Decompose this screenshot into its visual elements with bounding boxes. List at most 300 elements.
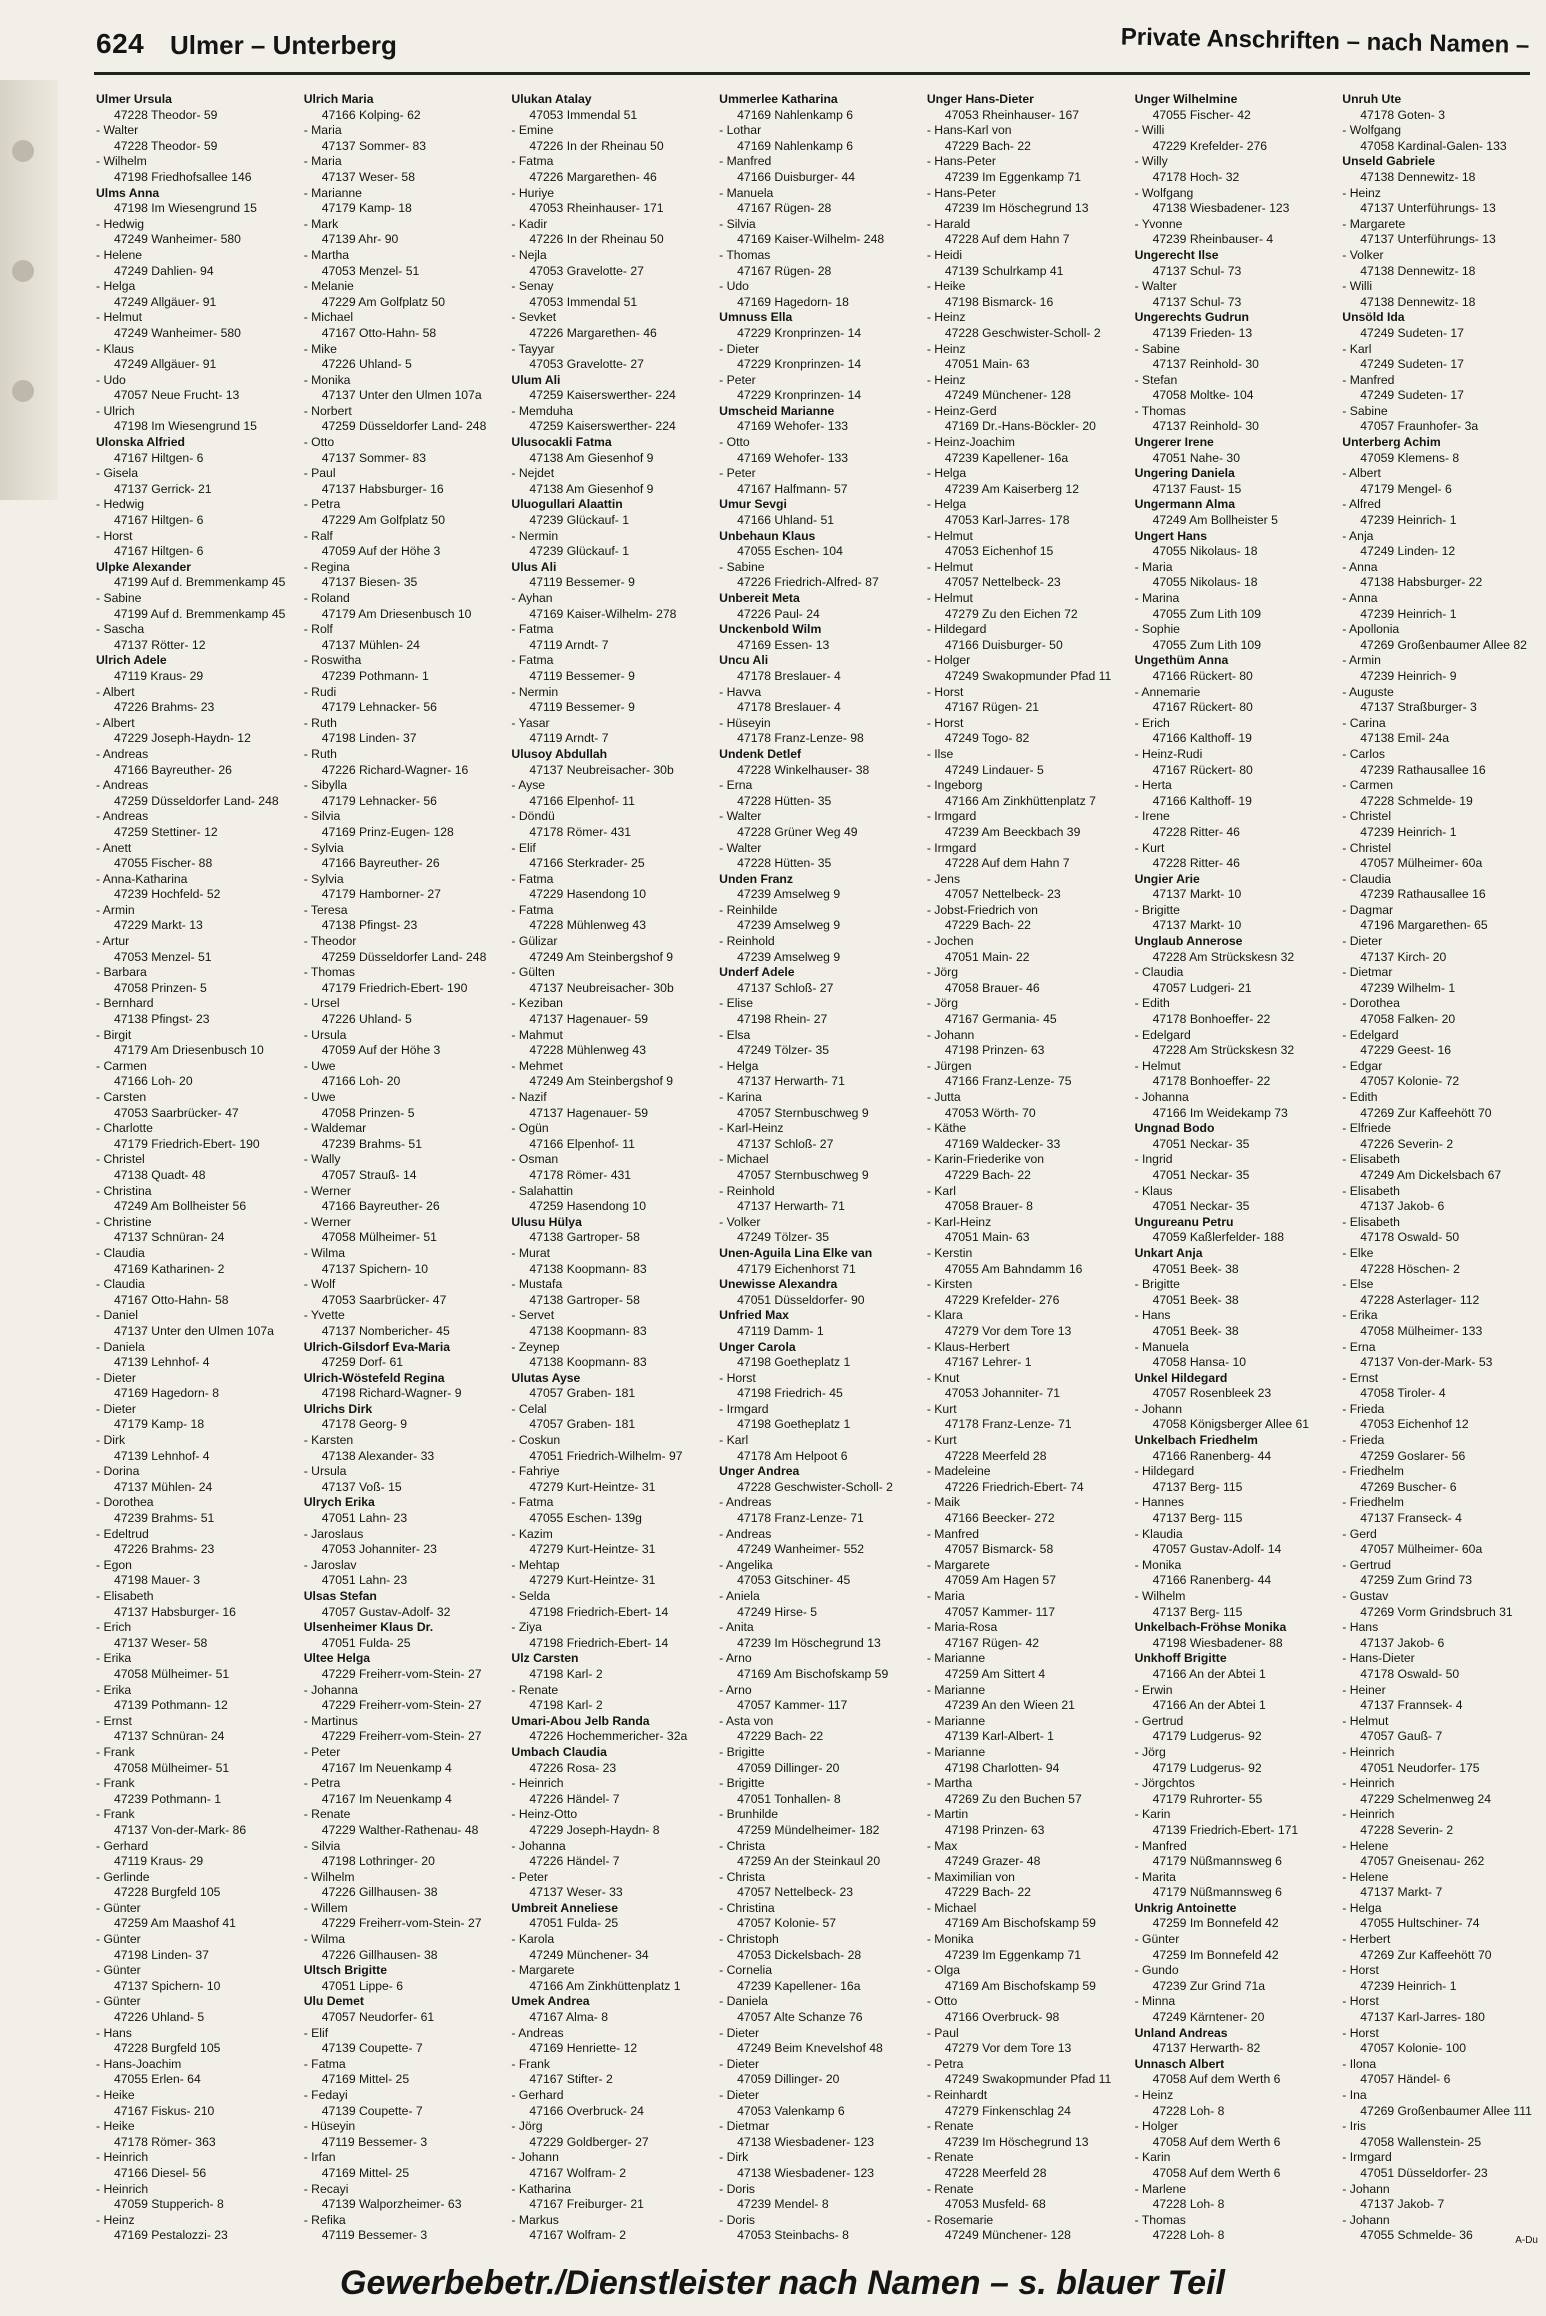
entry-name: Unkart Anja — [1134, 1245, 1203, 1260]
entry-name: - Thomas — [719, 247, 771, 262]
directory-entry — [96, 2213, 290, 2240]
entry-name: - Mustafa — [511, 1277, 563, 1292]
entry-address: 47057 Strauß- 14 — [321, 1167, 417, 1182]
entry-name: - Michael — [926, 1900, 977, 1915]
entry-name: - Erich — [96, 1620, 132, 1635]
entry-address: 47053 Saarbrücker- 47 — [114, 1105, 239, 1120]
entry-address: 47059 Stupperich- 8 — [114, 2197, 224, 2212]
entry-address: 47059 Am Hagen 57 — [944, 1573, 1056, 1588]
entry-address: 47058 Tiroler- 4 — [1360, 1386, 1446, 1401]
directory-entry — [96, 2026, 290, 2057]
directory-entry — [511, 1121, 705, 1152]
entry-address: 47059 Auf der Höhe 3 — [321, 544, 441, 559]
directory-entry — [511, 841, 705, 872]
entry-name: - Helene — [96, 247, 143, 262]
entry-name: Ulrichs Dirk — [303, 1401, 373, 1416]
entry-address: 47057 Kammer- 117 — [737, 1698, 848, 1713]
entry-name: Unkelbach Friedhelm — [1134, 1433, 1258, 1448]
entry-name: - Johann — [1342, 2181, 1390, 2196]
entry-name: - Holger — [1134, 2119, 1178, 2134]
directory-entry — [927, 310, 1121, 341]
entry-address: 47239 Rheinbauser- 4 — [1152, 232, 1274, 247]
entry-address: 47137 Nombericher- 45 — [321, 1323, 450, 1338]
directory-entry — [304, 1495, 498, 1526]
entry-name: - Jaroslav — [303, 1557, 357, 1572]
entry-address: 47239 Rathausallee 16 — [1360, 762, 1486, 777]
entry-name: - Gerhard — [511, 2088, 564, 2102]
directory-entry — [1342, 2088, 1536, 2119]
entry-address: 47179 Nüßmannsweg 6 — [1152, 1854, 1282, 1869]
entry-address: 47053 Menzel- 51 — [321, 263, 420, 278]
directory-entry — [1135, 1090, 1329, 1121]
directory-entry — [304, 747, 498, 778]
directory-entry — [927, 653, 1121, 684]
directory-entry — [927, 2182, 1121, 2213]
directory-entry — [304, 1527, 498, 1558]
entry-name: - Sabine — [96, 591, 142, 605]
entry-name: - Horst — [1342, 1994, 1379, 2009]
directory-entry — [1135, 1121, 1329, 1152]
directory-entry — [719, 123, 913, 154]
directory-entry — [304, 1839, 498, 1870]
directory-entry — [96, 2150, 290, 2181]
directory-entry — [1342, 310, 1536, 341]
entry-name: - Christel — [1342, 809, 1392, 824]
entry-address: 47138 Wiesbadener- 123 — [737, 2165, 875, 2180]
directory-entry — [511, 497, 705, 528]
entry-address: 47249 Münchener- 128 — [944, 388, 1071, 403]
entry-name: - Heinz-Gerd — [926, 403, 997, 418]
entry-address: 47055 Nikolaus- 18 — [1152, 575, 1258, 590]
entry-name: - Dirk — [719, 2150, 749, 2165]
entry-name: - Helmut — [1342, 1713, 1389, 1728]
entry-name: - Erich — [1134, 715, 1170, 730]
entry-name: - Mehmet — [511, 1058, 563, 1073]
entry-name: - Kurt — [926, 1433, 957, 1448]
directory-entry — [511, 1651, 705, 1682]
directory-entry — [719, 1620, 913, 1651]
directory-entry — [1342, 1464, 1536, 1495]
entry-address: 47179 Mengel- 6 — [1360, 481, 1452, 496]
entry-address: 47166 Bayreuther- 26 — [114, 762, 232, 777]
entry-name: - Martha — [926, 1776, 973, 1791]
entry-address: 47057 Gustav-Adolf- 32 — [321, 1604, 451, 1619]
entry-name: - Ruth — [303, 715, 337, 730]
entry-name: - Karin — [1134, 2150, 1171, 2165]
entry-address: 47198 Linden- 37 — [114, 1947, 209, 1962]
directory-entry — [96, 1589, 290, 1620]
directory-entry — [304, 2026, 498, 2057]
entry-address: 47138 Habsburger- 22 — [1360, 575, 1483, 590]
entry-address: 47259 Dorf- 61 — [321, 1355, 404, 1370]
entry-address: 47198 Im Wiesengrund 15 — [114, 419, 257, 434]
directory-entry — [719, 1028, 913, 1059]
entry-address: 47053 Rheinhauser- 171 — [529, 201, 664, 216]
entry-name: - Doris — [719, 2212, 756, 2227]
entry-address: 47057 Graben- 181 — [529, 1417, 636, 1432]
entry-name: - Friedhelm — [1342, 1464, 1404, 1479]
entry-name: - Thomas — [303, 965, 355, 980]
entry-name: - Sascha — [96, 622, 145, 637]
entry-address: 47169 Katharinen- 2 — [114, 1261, 225, 1276]
directory-entry — [719, 1527, 913, 1558]
entry-name: - Zeynep — [511, 1339, 560, 1354]
directory-entry — [96, 622, 290, 653]
directory-entry — [304, 1215, 498, 1246]
entry-address: 47137 Von-der-Mark- 53 — [1360, 1355, 1493, 1370]
entry-name: - Kurt — [1134, 840, 1165, 855]
entry-name: - Günter — [1134, 1932, 1180, 1947]
column-7 — [1342, 92, 1536, 2240]
entry-name: - Werner — [303, 1183, 351, 1198]
directory-entry — [927, 996, 1121, 1027]
entry-name: Umari-Abou Jelb Randa — [511, 1713, 650, 1728]
entry-address: 47051 Beek- 38 — [1152, 1323, 1239, 1338]
directory-entry — [719, 2182, 913, 2213]
entry-address: 47058 Prinzen- 5 — [321, 1105, 415, 1120]
directory-entry — [1135, 1745, 1329, 1776]
entry-address: 47055 Fischer- 88 — [114, 856, 213, 871]
entry-name: - Regina — [303, 559, 350, 574]
directory-entry — [1135, 529, 1329, 560]
directory-entry — [304, 1059, 498, 1090]
entry-address: 47198 Rhein- 27 — [737, 1012, 828, 1027]
entry-address: 47196 Margarethen- 65 — [1360, 918, 1488, 933]
entry-name: - Heinz — [96, 2212, 135, 2227]
entry-address: 47166 An der Abtei 1 — [1152, 1698, 1266, 1713]
entry-address: 47228 Hütten- 35 — [737, 793, 832, 808]
entry-name: - Asta von — [719, 1713, 774, 1728]
entry-address: 47239 Im Höschegrund 13 — [737, 1635, 881, 1650]
entry-address: 47137 Jakob- 6 — [1360, 1199, 1445, 1214]
entry-name: - Christine — [96, 1214, 152, 1229]
entry-name: - Wilma — [303, 1245, 345, 1260]
entry-address: 47051 Beek- 38 — [1152, 1261, 1239, 1276]
entry-address: 47167 Rügen- 42 — [944, 1635, 1040, 1650]
directory-entry — [96, 529, 290, 560]
directory-entry — [511, 2026, 705, 2057]
directory-entry — [1135, 1589, 1329, 1620]
entry-name: Ummerlee Katharina — [719, 92, 838, 106]
entry-address: 47249 Togo- 82 — [944, 731, 1030, 746]
entry-name: - Otto — [926, 1994, 958, 2009]
entry-address: 47166 Franz-Lenze- 75 — [944, 1074, 1072, 1089]
entry-address: 47229 Kronprinzen- 14 — [737, 325, 862, 340]
entry-address: 47166 Duisburger- 44 — [737, 169, 856, 184]
entry-name: - Murat — [511, 1245, 551, 1260]
entry-address: 47137 Berg- 115 — [1152, 1511, 1243, 1526]
directory-entry — [927, 1433, 1121, 1464]
entry-address: 47226 Händel- 7 — [529, 1791, 620, 1806]
entry-address: 47239 Heinrich- 1 — [1360, 824, 1457, 839]
directory-entry — [96, 1433, 290, 1464]
directory-entry — [1135, 1464, 1329, 1495]
entry-address: 47166 Am Zinkhüttenplatz 1 — [529, 1978, 681, 1993]
entry-name: - Rosemarie — [926, 2212, 994, 2227]
entry-address: 47166 An der Abtei 1 — [1152, 1666, 1266, 1681]
directory-entry — [927, 1464, 1121, 1495]
entry-name: - Karin — [1134, 1807, 1171, 1822]
directory-entry — [511, 872, 705, 903]
entry-address: 47269 Zu den Buchen 57 — [944, 1791, 1082, 1806]
directory-entry — [1135, 497, 1329, 528]
entry-name: - Paul — [303, 466, 336, 481]
entry-address: 47053 Immendal 51 — [529, 107, 638, 122]
directory-entry — [927, 1527, 1121, 1558]
directory-entry — [304, 1371, 498, 1402]
entry-address: 47226 Rosa- 23 — [529, 1760, 617, 1775]
entry-address: 47259 Düsseldorfer Land- 248 — [114, 793, 279, 808]
directory-entry — [96, 1776, 290, 1807]
directory-entry — [927, 529, 1121, 560]
entry-name: - Refika — [303, 2212, 346, 2227]
entry-name: - Klaus — [1134, 1183, 1173, 1198]
entry-name: - Edelgard — [1134, 1027, 1191, 1042]
directory-entry — [1342, 1495, 1536, 1526]
entry-address: 47198 Friedrich- 45 — [737, 1386, 843, 1401]
entry-address: 47239 Wilhelm- 1 — [1360, 980, 1456, 995]
directory-entry — [511, 529, 705, 560]
entry-name: - Hans — [1342, 1620, 1379, 1635]
entry-name: - Manuela — [719, 185, 774, 200]
entry-address: 47166 Diesel- 56 — [114, 2165, 207, 2180]
entry-name: - Frieda — [1342, 1433, 1385, 1448]
entry-address: 47239 Glückauf- 1 — [529, 513, 630, 528]
entry-address: 47119 Bessemer- 3 — [321, 2228, 428, 2240]
entry-name: - Edgar — [1342, 1058, 1383, 1073]
entry-name: Unbehaun Klaus — [719, 528, 816, 543]
entry-name: - Herta — [1134, 778, 1172, 793]
entry-address: 47249 Sudeten- 17 — [1360, 325, 1464, 340]
entry-name: - Silvia — [719, 216, 756, 231]
entry-name: - Kurt — [926, 1401, 957, 1416]
directory-entry — [719, 1308, 913, 1339]
entry-address: 47051 Lippe- 6 — [321, 1978, 404, 1993]
entry-name: - Brunhilde — [719, 1807, 779, 1822]
entry-address: 47167 Fiskus- 210 — [114, 2103, 215, 2118]
entry-name: - Frieda — [1342, 1401, 1385, 1416]
entry-name: - Silvia — [303, 809, 341, 824]
entry-address: 47166 Elpenhof- 11 — [529, 793, 635, 808]
directory-entry — [1342, 1371, 1536, 1402]
entry-name: - Maik — [926, 1495, 961, 1510]
entry-address: 47119 Kraus- 29 — [114, 1854, 204, 1869]
directory-entry — [927, 1901, 1121, 1932]
directory-entry — [511, 2057, 705, 2088]
entry-name: - Andreas — [719, 1526, 772, 1541]
directory-entry — [511, 1059, 705, 1090]
directory-entry — [511, 217, 705, 248]
entry-address: 47198 Karl- 2 — [529, 1666, 603, 1681]
directory-entry — [719, 1246, 913, 1277]
entry-address: 47137 Franseck- 4 — [1360, 1511, 1462, 1526]
entry-name: - Erika — [96, 1651, 132, 1666]
directory-entry — [511, 1714, 705, 1745]
entry-name: - Klaus — [96, 341, 134, 356]
directory-entry — [927, 217, 1121, 248]
directory-entry — [927, 1714, 1121, 1745]
entry-address: 47166 Duisburger- 50 — [944, 637, 1063, 652]
entry-name: - Jaroslaus — [303, 1526, 364, 1541]
directory-entry — [96, 716, 290, 747]
directory-entry — [1135, 123, 1329, 154]
directory-entry — [1135, 1807, 1329, 1838]
entry-name: - Sibylla — [303, 778, 348, 793]
entry-name: - Servet — [511, 1308, 555, 1323]
entry-address: 47137 Sommer- 83 — [321, 138, 427, 153]
directory-entry — [1135, 92, 1329, 123]
directory-entry — [927, 435, 1121, 466]
entry-name: - Ursula — [303, 1027, 347, 1042]
directory-entry — [719, 1090, 913, 1121]
directory-entry — [927, 965, 1121, 996]
directory-entry — [927, 2213, 1121, 2240]
entry-address: 47167 Rückert- 80 — [1152, 700, 1253, 715]
entry-name: Ungerer Irene — [1134, 435, 1214, 450]
entry-address: 47051 Neckar- 35 — [1152, 1136, 1250, 1151]
directory-entry — [1135, 1932, 1329, 1963]
entry-name: - Ulrich — [96, 403, 135, 418]
entry-name: - Andreas — [719, 1495, 772, 1510]
entry-address: 47229 Bach- 22 — [737, 1729, 824, 1744]
entry-name: - Christina — [96, 1183, 152, 1198]
directory-entry — [304, 2150, 498, 2181]
entry-address: 47138 Dennewitz- 18 — [1360, 294, 1476, 309]
directory-entry — [927, 1340, 1121, 1371]
directory-entry — [1342, 529, 1536, 560]
entry-address: 47057 Bismarck- 58 — [944, 1542, 1054, 1557]
entry-name: - Volker — [1342, 247, 1384, 262]
entry-name: - Hüseyin — [719, 715, 771, 730]
directory-entry — [1342, 1184, 1536, 1215]
directory-entry — [719, 965, 913, 996]
entry-address: 47228 Theodor- 59 — [114, 138, 218, 153]
entry-address: 47053 Steinbachs- 8 — [737, 2228, 849, 2240]
directory-entry — [304, 342, 498, 373]
entry-name: - Hans-Peter — [926, 185, 996, 200]
entry-address: 47137 Berg- 115 — [1152, 1604, 1243, 1619]
directory-entry — [304, 1932, 498, 1963]
directory-entry — [96, 1059, 290, 1090]
entry-address: 47178 Franz-Lenze- 98 — [737, 731, 864, 746]
entry-name: - Dieter — [719, 2056, 760, 2071]
entry-address: 47055 Zum Lith 109 — [1152, 606, 1261, 621]
entry-name: - Helmut — [926, 591, 973, 605]
entry-name: Uluogullari Alaattin — [511, 497, 623, 512]
entry-address: 47239 Heinrich- 1 — [1360, 1978, 1457, 1993]
entry-name: - Reinhold — [719, 934, 775, 949]
entry-name: - Irene — [1134, 809, 1170, 824]
entry-address: 47228 Burgfeld 105 — [114, 2041, 221, 2056]
entry-name: - Irmgard — [926, 809, 977, 824]
directory-entry — [719, 154, 913, 185]
entry-name: - Hans-Peter — [926, 154, 996, 169]
entry-address: 47166 Loh- 20 — [321, 1074, 401, 1089]
directory-entry — [511, 1371, 705, 1402]
directory-entry — [304, 872, 498, 903]
directory-entry — [1342, 622, 1536, 653]
entry-name: - Wolfgang — [1342, 123, 1401, 138]
entry-address: 47051 Fulda- 25 — [529, 1916, 619, 1931]
directory-entry — [511, 1589, 705, 1620]
entry-name: - Manuela — [1134, 1339, 1189, 1354]
entry-address: 47228 Am Strückskesn 32 — [1152, 949, 1295, 964]
directory-entry — [927, 1683, 1121, 1714]
entry-address: 47053 Valenkamp 6 — [737, 2103, 845, 2118]
entry-address: 47229 Geest- 16 — [1360, 1043, 1452, 1058]
entry-address: 47249 Am Dickelsbach 67 — [1360, 1167, 1502, 1182]
entry-address: 47137 Jakob- 6 — [1360, 1635, 1445, 1650]
entry-name: - Carsten — [96, 1090, 147, 1104]
directory-entry — [927, 2057, 1121, 2088]
directory-entry — [1342, 653, 1536, 684]
entry-name: - Wilhelm — [96, 154, 147, 169]
entry-address: 47228 Meerfeld 28 — [944, 1448, 1047, 1463]
entry-name: Ulrich Maria — [303, 92, 374, 106]
entry-name: - Sophie — [1134, 622, 1180, 637]
directory-entry — [511, 2088, 705, 2119]
entry-address: 47226 Margarethen- 46 — [529, 325, 657, 340]
entry-name: - Ursula — [303, 1464, 347, 1479]
directory-entry — [927, 1246, 1121, 1277]
entry-address: 47166 Overbruck- 98 — [944, 2010, 1060, 2025]
entry-name: - Huriye — [511, 185, 555, 200]
entry-address: 47058 Königsberger Allee 61 — [1152, 1417, 1310, 1432]
directory-entry — [1135, 2213, 1329, 2240]
entry-name: - Martinus — [303, 1713, 358, 1728]
entry-name: - Doris — [719, 2181, 756, 2196]
entry-name: - Monika — [303, 372, 351, 387]
directory-entry — [304, 965, 498, 996]
entry-name: - Monika — [1134, 1557, 1182, 1572]
directory-entry — [1135, 1184, 1329, 1215]
entry-name: - Andreas — [96, 809, 149, 824]
entry-name: - Helga — [926, 497, 967, 512]
directory-entry — [1342, 1527, 1536, 1558]
directory-entry — [304, 1090, 498, 1121]
directory-entry — [304, 685, 498, 716]
entry-address: 47259 Am Sittert 4 — [944, 1666, 1046, 1681]
entry-address: 47119 Damm- 1 — [737, 1323, 824, 1338]
directory-entry — [719, 653, 913, 684]
entry-address: 47137 Schul- 73 — [1152, 294, 1242, 309]
entry-address: 47198 Richard-Wagner- 9 — [321, 1386, 462, 1401]
entry-address: 47059 Dillinger- 20 — [737, 1760, 840, 1775]
entry-address: 47226 Paul- 24 — [737, 606, 820, 621]
entry-name: Ulms Anna — [96, 185, 160, 200]
entry-name: - Kazim — [511, 1526, 553, 1541]
directory-entry — [927, 841, 1121, 872]
directory-entry — [1135, 2119, 1329, 2150]
entry-name: - Udo — [96, 372, 126, 387]
entry-address: 47166 Ranenberg- 44 — [1152, 1573, 1272, 1588]
directory-entry — [719, 1776, 913, 1807]
entry-name: - Wilma — [303, 1932, 345, 1947]
entry-name: - Michael — [719, 1152, 769, 1167]
directory-entry — [1342, 1558, 1536, 1589]
entry-name: - Peter — [719, 466, 756, 481]
entry-address: 47226 Uhland- 5 — [321, 1012, 412, 1027]
directory-entry — [96, 1994, 290, 2025]
entry-name: - Erna — [1342, 1339, 1376, 1354]
entry-address: 47137 Schul- 73 — [1152, 263, 1242, 278]
entry-name: - Sabine — [719, 559, 765, 574]
directory-entry — [719, 1464, 913, 1495]
entry-name: Ungier Arie — [1134, 871, 1200, 886]
entry-name: - Dieter — [719, 341, 760, 356]
entry-address: 47137 Mühlen- 24 — [114, 1479, 213, 1494]
entry-address: 47053 Gravelotte- 27 — [529, 357, 644, 372]
